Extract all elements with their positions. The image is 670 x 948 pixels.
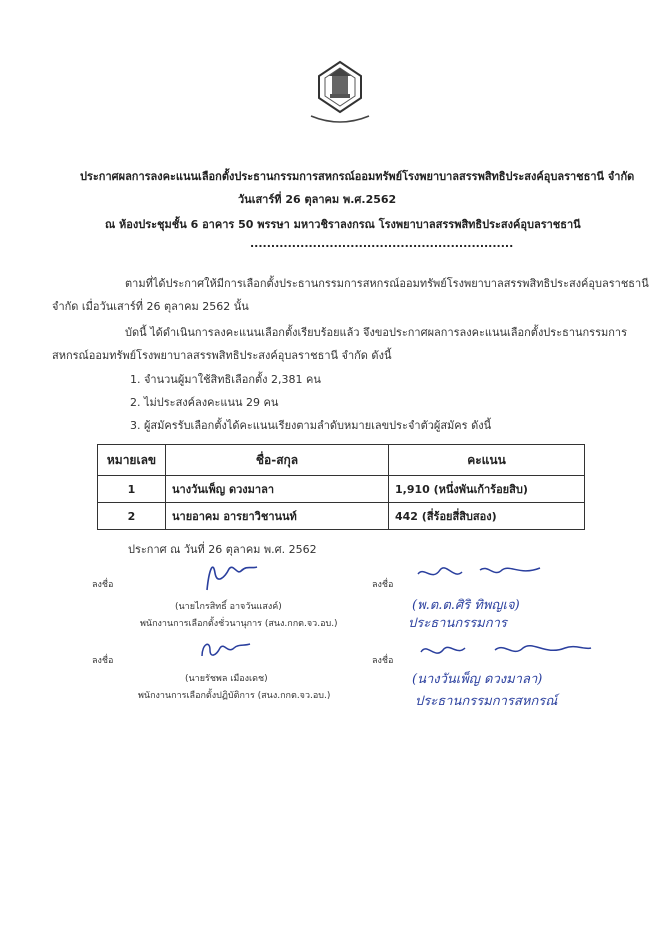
abstain-count-item: 2. ไม่ประสงค์ลงคะแนน 29 คน xyxy=(130,396,279,409)
left1-official-role: พนักงานการเลือกตั้งชั่วนานุการ (สนง.กกต.จว.อบ.) xyxy=(140,619,338,629)
right2-official-role: ประธานกรรมการสหกรณ์ xyxy=(415,694,558,709)
announcement-title-line1: ประกาศผลการลงคะแนนเลือกตั้งประธานกรรมการสหกรณ์ออมทรัพย์โรงพยาบาลสรรพสิทธิประสงค์อุบลราชธานี จำกัด xyxy=(80,170,635,183)
announcement-date: วันเสาร์ที่ 26 ตุลาคม พ.ศ.2562 xyxy=(238,193,397,206)
header-divider: ............................................................... xyxy=(250,237,514,250)
signature-right2 xyxy=(415,636,595,670)
ect-seal-logo xyxy=(305,58,375,138)
left2-official-name: (นายรัชพล เมืองเดช) xyxy=(185,674,268,684)
sign-label-right1: ลงชื่อ xyxy=(372,580,394,590)
right1-official-name: (พ.ต.ต.ศิริ ทิพญเจ) xyxy=(412,598,520,613)
candidates-intro-item: 3. ผู้สมัครรับเลือกตั้งได้คะแนนเรียงตามลำดับหมายเลขประจำตัวผู้สมัคร ดังนี้ xyxy=(130,419,492,432)
right1-official-role: ประธานกรรมการ xyxy=(408,616,507,631)
left1-official-name: (นายไกรสิทธิ์ อาจวันแสงค์) xyxy=(175,602,282,612)
candidate-number: 2 xyxy=(98,503,166,530)
announcement-venue: ณ ห้องประชุมชั้น 6 อาคาร 50 พรรษา มหาวชิราลงกรณ โรงพยาบาลสรรพสิทธิประสงค์อุบลราชธานี xyxy=(105,218,581,231)
signature-right1 xyxy=(410,558,550,592)
paragraph1-line2: จำกัด เมื่อวันเสาร์ที่ 26 ตุลาคม 2562 นั้น xyxy=(52,300,249,313)
candidate-score: 442 (สี่ร้อยสี่สิบสอง) xyxy=(389,503,585,530)
sign-label-left1: ลงชื่อ xyxy=(92,580,114,590)
left2-official-role: พนักงานการเลือกตั้งปฏิบัติการ (สนง.กกต.จว.อบ.) xyxy=(138,691,331,701)
table-row xyxy=(98,503,585,530)
candidate-number: 1 xyxy=(98,476,166,503)
results-table xyxy=(97,444,585,530)
candidate-score: 1,910 (หนึ่งพันเก้าร้อยสิบ) xyxy=(389,476,585,503)
sign-label-right2: ลงชื่อ xyxy=(372,656,394,666)
announcement-date-footer: ประกาศ ณ วันที่ 26 ตุลาคม พ.ศ. 2562 xyxy=(128,543,317,556)
voters-count-item: 1. จำนวนผู้มาใช้สิทธิเลือกตั้ง 2,381 คน xyxy=(130,373,321,386)
paragraph2-line2: สหกรณ์ออมทรัพย์โรงพยาบาลสรรพสิทธิประสงค์อุบลราชธานี จำกัด ดังนี้ xyxy=(52,349,392,362)
signature-left1 xyxy=(195,555,275,599)
column-header-score: คะแนน xyxy=(389,445,585,476)
table-header-row xyxy=(98,445,585,476)
candidate-name: นายอาคม อารยาวิชานนท์ xyxy=(166,503,389,530)
paragraph2-line1: บัดนี้ ได้ดำเนินการลงคะแนนเลือกตั้งเรียบร้อยแล้ว จึงขอประกาศผลการลงคะแนนเลือกตั้งประธานกรรมการ xyxy=(125,326,627,339)
column-header-number: หมายเลข xyxy=(98,445,166,476)
column-header-name: ชื่อ-สกุล xyxy=(166,445,389,476)
signature-left2 xyxy=(196,634,256,668)
right2-official-name: (นางวันเพ็ญ ดวงมาลา) xyxy=(412,672,543,687)
table-row xyxy=(98,476,585,503)
sign-label-left2: ลงชื่อ xyxy=(92,656,114,666)
candidate-name: นางวันเพ็ญ ดวงมาลา xyxy=(166,476,389,503)
paragraph1-line1: ตามที่ได้ประกาศให้มีการเลือกตั้งประธานกรรมการสหกรณ์ออมทรัพย์โรงพยาบาลสรรพสิทธิประสงค์อุบลราชธานี xyxy=(125,277,649,290)
